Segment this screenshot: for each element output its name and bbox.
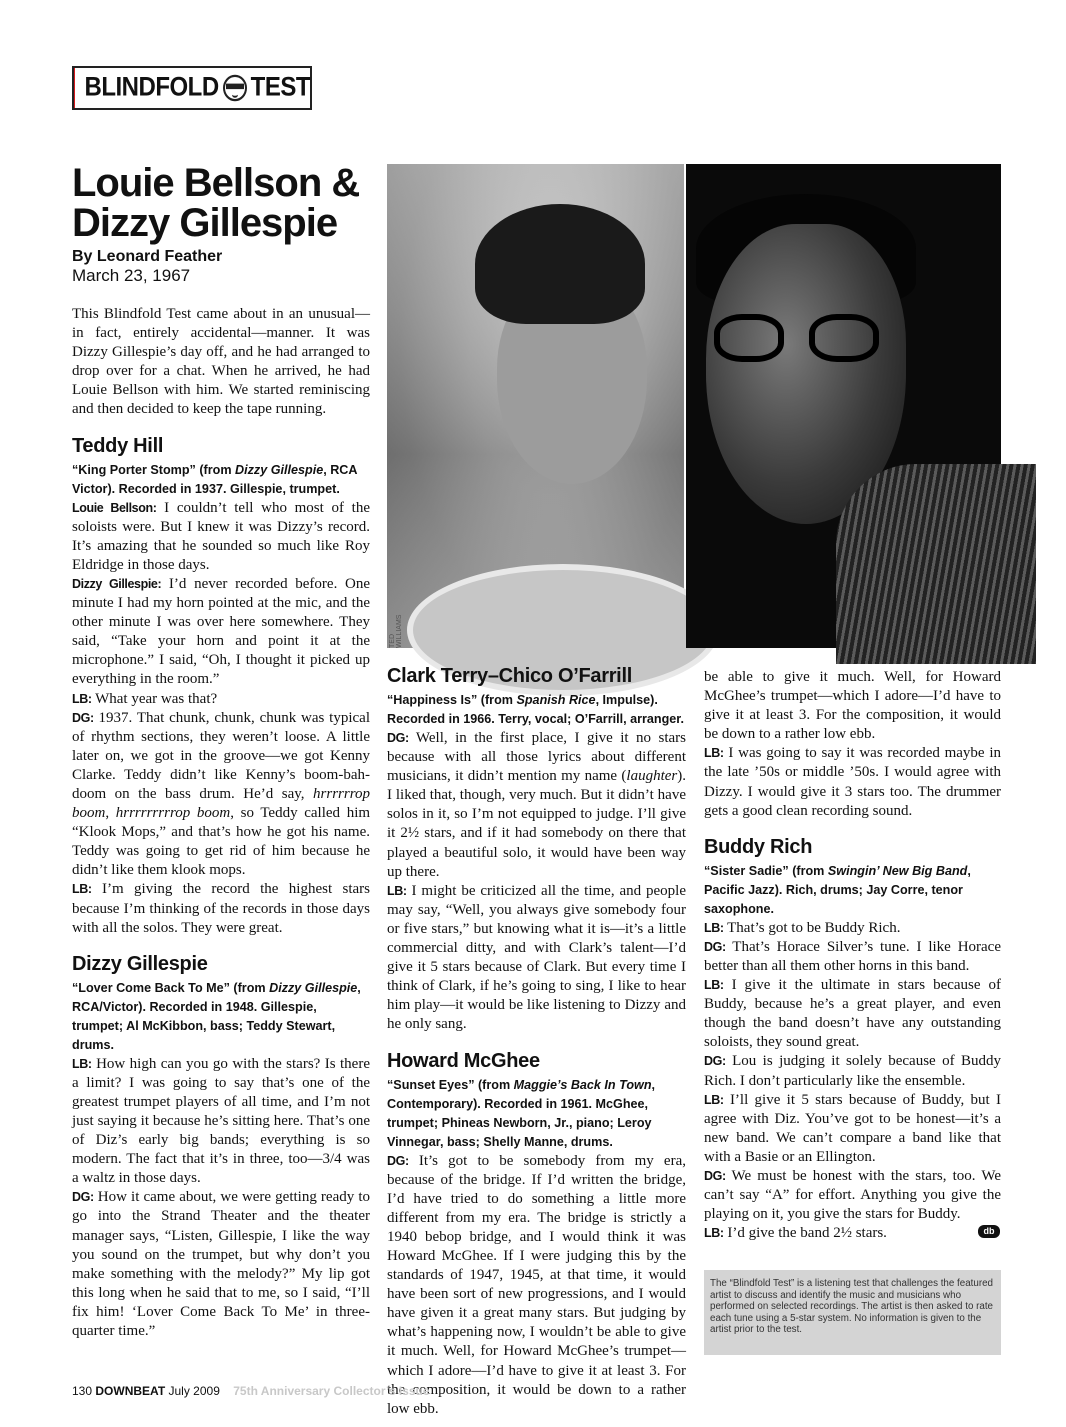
quote: LB: I was going to say it was recorded maybe in the late ’50s or middle ’50s. I would agree with Dizzy. I would give it 3 stars too. The drummer gets a good clean recording sound. (704, 745, 1001, 819)
section-heading-clark-terry: Clark Terry–Chico O’Farrill (387, 665, 632, 687)
dizzy-gillespie-photo (686, 164, 1001, 648)
quote-continued: be able to give it much. Well, for Howard McGhee’s trumpet—which I adore—I’d have to give it at least 3. For the composition, it would be down to a rather low ebb. (704, 669, 1001, 743)
quote: DG: Well, in the first place, I give it no stars because with all those lyrics about different musicians, it didn’t mention my name (laughter). I liked that, though, very much. But it didn’t have solos in it, so I’m not equipped to judge. I’ll give it 2½ stars, and if it had somebody on there that played a beautiful solo, it would have been way up there. (387, 730, 686, 880)
recording-info: “Lover Come Back To Me” (from Dizzy Gillespie, RCA/Victor). Recorded in 1948. Gillespie, trumpet; Al McKibbon, bass; Teddy Stewart, drums. (72, 980, 361, 1052)
page-number: 130 (72, 1384, 93, 1398)
column-1 (72, 305, 370, 1341)
blindfold-face-icon (223, 75, 247, 101)
author: By Leonard Feather (72, 248, 223, 265)
photo-credit: TED WILLIAMS (389, 614, 403, 648)
quote: DG: 1937. That chunk, chunk, chunk was typical of rhythm sections, they weren’t loose. A little later on, we got in the groove—we got Kenny Clarke. Teddy didn’t like Kenny’s boom-bah-doom on the bass drum. He’d say, hrrrrrrop boom, hrrrrrrrrrop boom, so Teddy called him “Klook Mops,” and that’s how he got his name. Teddy was going to get rid of him because he didn’t like them klook mops. (72, 709, 371, 879)
column-3 (704, 668, 1001, 1243)
quote: LB: What year was that? (72, 690, 218, 707)
banner-label (75, 73, 311, 104)
quote: LB: That’s got to be Buddy Rich. (704, 919, 901, 936)
section-heading-buddy-rich: Buddy Rich (704, 835, 813, 858)
quote: DG: Lou is judging it solely because of Buddy Rich. I don’t particularly like the ensemble. (704, 1053, 1001, 1089)
issue-label: 75th Anniversary Collector’s Issue (233, 1384, 430, 1398)
blindfold-test-banner (72, 66, 312, 110)
recording-info: “Happiness Is” (from Spanish Rice, Impulse). Recorded in 1966. Terry, vocal; O’Farrill, arranger. (387, 693, 685, 726)
banner-label-left: BLINDFOLD (84, 72, 219, 103)
section-heading-dizzy-gillespie: Dizzy Gillespie (72, 952, 208, 975)
byline (72, 247, 222, 285)
quote: DG: That’s Horace Silver’s tune. I like Horace better than all them other horns in this band. (704, 938, 1001, 974)
quote: LB: I’d give the band 2½ stars. (704, 1225, 887, 1242)
downbeat-end-mark-icon: db (978, 1225, 1000, 1238)
quote: DG: We must be honest with the stars, too. We can’t say “A” for effort. Anything you give the playing on it, you give the stars for Buddy. (704, 1167, 1001, 1223)
article-date: March 23, 1967 (72, 266, 191, 285)
intro-paragraph: This Blindfold Test came about in an unusual—in fact, entirely accidental—manner. It was Dizzy Gillespie’s day off, and he had arranged to drop over for a chat. When he arrived, he had Louie Bellson with him. We started reminiscing and then decided to keep the tape running. (72, 306, 370, 418)
quote: DG: How it came about, we were getting ready to go into the Strand Theater and the theater manager says, “Listen, Gillespie, I like the way you sound on the trumpet, but why don’t you make something with the melody?” My lip got this long when he said that to me, so I said, “I’ll fix him! ‘Lover Come Back To Me’ in three-quarter time.” (72, 1189, 370, 1340)
magazine-name: DOWNBEAT (95, 1384, 166, 1398)
recording-info: “Sunset Eyes” (from Maggie’s Back In Town, Contemporary). Recorded in 1961. McGhee, trumpet; Phineas Newborn, Jr., piano; Leroy Vinnegar, bass; Shelly Manne, drums. (387, 1077, 656, 1149)
quote: LB: I give it the ultimate in stars because of Buddy, because he’s a great player, and even though the band doesn’t have any outstanding soloists, they sound great. (704, 977, 1001, 1051)
quote: Dizzy Gillespie: I’d never recorded before. One minute I had my horn pointed at the mic, and the other minute I was over here somewhere. They said, “Take your horn and point it at the microphone.” I said, “Oh, I thought it picked up everything in the room.” (72, 575, 370, 688)
section-heading-teddy-hill: Teddy Hill (72, 434, 164, 457)
section-heading-howard-mcghee: Howard McGhee (387, 1049, 540, 1072)
column-2 (387, 664, 686, 1417)
louie-bellson-photo (387, 164, 684, 648)
page-footer (72, 1384, 430, 1398)
quote: DG: It’s got to be somebody from my era, because of the bridge. If I’d written the bridge, I’d have tried to do something a little more different from my era. The bridge is strictly a 1940 bebop bridge, and I would think it was Howard McGhee. If I were judging this by the standards of 1947, 1945, at that time, it would have been sort of new progressions, and I would have given it a great many stars. But judging by what’s happening now, I wouldn’t be able to give it much. Well, for Howard McGhee’s trumpet—which I adore—I’d have to give it at least 3. For the composition, it would be down to a rather low ebb. (387, 1152, 686, 1417)
blindfold-test-info-box: The “Blindfold Test” is a listening test that challenges the featured artist to discuss and identify the music and musicians who performed on selected recordings. The artist is then asked to rate each tune using a 5-star system. No information is given to the artist prior to the test. (704, 1270, 1001, 1355)
banner-label-right: TEST (250, 72, 310, 103)
quote: LB: I might be criticized all the time, and people may say, “Well, you always give somebody four or five stars,” but knowing what it is—it’s a little commercial ditty, and with Clark’s talent—I’d give it 5 stars because of Clark. But every time I think of Clark, if he’s going to sing, I like to hear him play—it would be like listening to Dizzy and he only sang. (387, 882, 686, 1033)
recording-info: “Sister Sadie” (from Swingin’ New Big Band, Pacific Jazz). Rich, drums; Jay Corre, tenor saxophone. (704, 863, 971, 916)
quote: Louie Bellson: I couldn’t tell who most of the soloists were. But I knew it was Dizzy’s record. It’s amazing that he sounded so much like Roy Eldridge in those days. (72, 499, 371, 573)
recording-info: “King Porter Stomp” (from Dizzy Gillespie, RCA Victor). Recorded in 1937. Gillespie, trumpet. (72, 462, 358, 496)
quote: LB: I’ll give it 5 stars because of Buddy, but I agree with Diz. You’ve got to be honest—it’s a new band. We can’t compare a band like that with a Basie or an Ellington. (704, 1091, 1001, 1165)
quote: LB: I’m giving the record the highest stars because I’m thinking of the records in those days with all the solos. They were great. (72, 881, 370, 936)
article-title: Louie Bellson & Dizzy Gillespie (72, 161, 360, 245)
issue-date: July 2009 (168, 1384, 220, 1398)
quote: LB: How high can you go with the stars? Is there a limit? I was going to say that’s one of the greatest trumpet players of all time, and I’m not just saying it because he’s sitting here. That’s one of Diz’s early big bands; everything is so modern. The fact that it’s in three, too—3/4 was a waltz in those days. (72, 1055, 370, 1187)
